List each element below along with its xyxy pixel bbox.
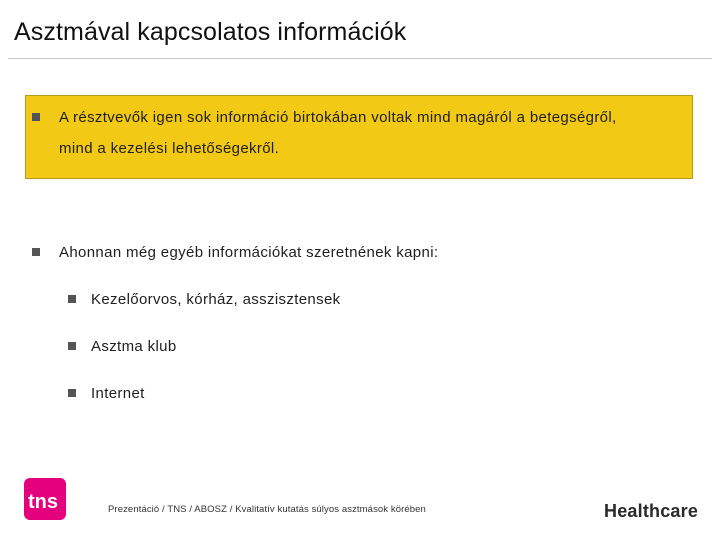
list-item: Asztma klub bbox=[91, 338, 177, 355]
healthcare-brand: Healthcare bbox=[604, 501, 699, 521]
footer-caption: Prezentáció / TNS / ABOSZ / Kvalitatív kutatás súlyos asztmások körében bbox=[108, 504, 426, 515]
bullet-square-icon bbox=[32, 113, 40, 121]
title-divider bbox=[8, 58, 712, 59]
highlight-line-1: A résztvevők igen sok információ birtokában voltak mind magáról a betegségről, bbox=[59, 109, 617, 126]
bullet-square-icon bbox=[68, 342, 76, 350]
bullet-square-icon bbox=[32, 248, 40, 256]
highlight-box bbox=[25, 95, 693, 179]
tns-logo-text: tns bbox=[28, 491, 58, 513]
bullet-square-icon bbox=[68, 295, 76, 303]
section-heading: Ahonnan még egyéb információkat szeretnének kapni: bbox=[59, 244, 439, 261]
list-item: Kezelőorvos, kórház, asszisztensek bbox=[91, 291, 341, 308]
highlight-line-2: mind a kezelési lehetőségekről. bbox=[59, 140, 280, 157]
page-title: Asztmával kapcsolatos információk bbox=[14, 18, 407, 46]
bullet-square-icon bbox=[68, 389, 76, 397]
list-item: Internet bbox=[91, 385, 145, 402]
tns-logo bbox=[24, 478, 66, 520]
